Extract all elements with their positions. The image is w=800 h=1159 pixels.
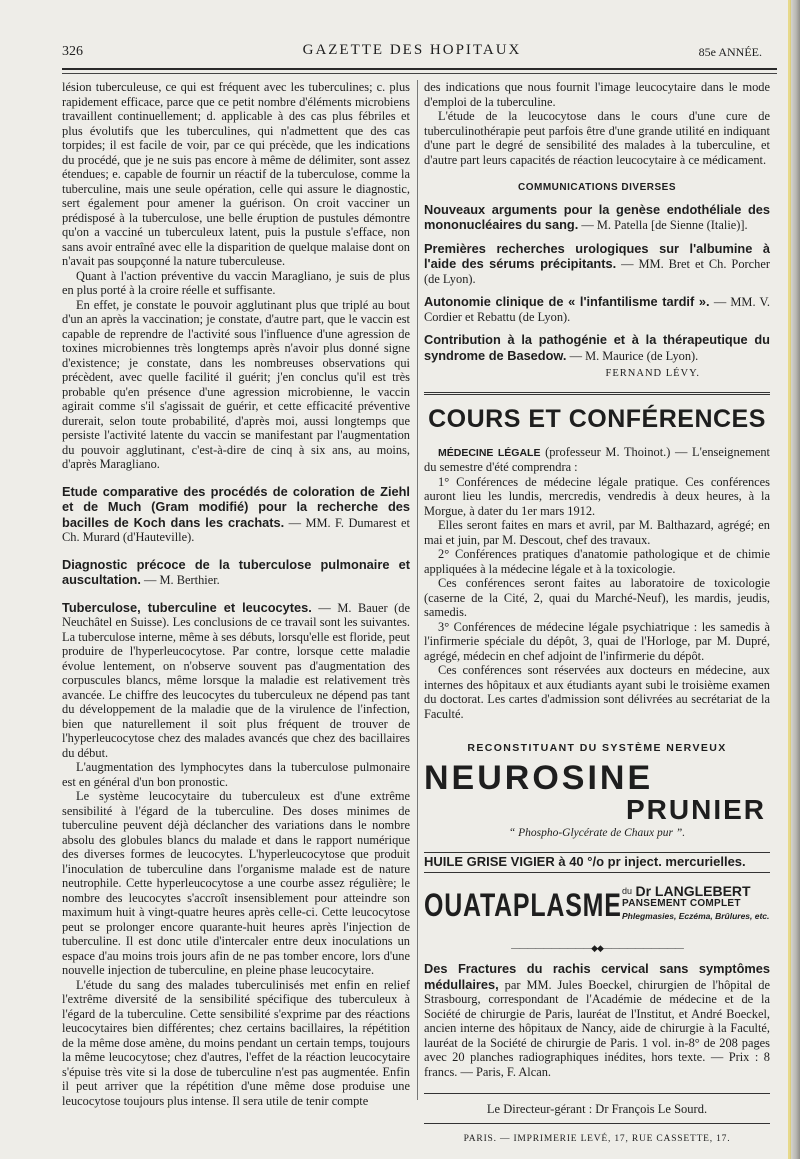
ad-maker-name: Dr LANGLEBERT xyxy=(635,882,751,899)
communication-heading: Nouveaux arguments pour la genèse endothéliale des mononucléaires du sang. xyxy=(424,201,770,232)
paragraph: Ces conférences seront faites au laboratoire de toxicologie (caserne de la Cité, 2, quai du Marché-Neuf), les mardis, jeudis, samedis. xyxy=(424,576,770,619)
communication-1 xyxy=(424,202,770,233)
paragraph: L'étude de la leucocytose dans le cours d'une cure de tuberculinothérapie peut parfois être d'une grande utilité en indiquant d'une part le degré de sensibilité des malades à la tuberculine, et d'autre part leurs capacités de réaction leucocytaire à ce médicament. xyxy=(424,109,770,167)
paragraph: Elles seront faites en mars et avril, par M. Balthazard, agrégé; en mai et juin, par M. Descout, chef des travaux. xyxy=(424,518,770,547)
paragraph: des indications que nous fournit l'image leucocytaire dans le mode d'emploi de la tuberculine. xyxy=(424,80,770,109)
book-details: par MM. Jules Boeckel, chirurgien de l'hôpital de Strasbourg, correspondant de l'Académie de médecine et de la Société de chirurgie de Paris, lauréat de l'Institut, et André Boeckel, ancien interne des hôpitaux de Nancy, aide de chirurgie à la Faculté, lauréat de la Société de chirurgie de Paris. 1 vol. in-8° de 208 pages avec 20 planches radiographiques inédites, hors texte. — Prix : 8 francs. — Paris, F. Alcan. xyxy=(424,977,770,1079)
advertisement-huile-grise xyxy=(424,852,770,873)
ornament-divider: ——————————◆◆—————————— xyxy=(511,942,683,953)
article-authors: — MM. F. Dumarest et Ch. Murard (d'Hauteville). xyxy=(62,515,410,544)
journal-title: GAZETTE DES HOPITAUX xyxy=(302,42,522,58)
advertisement-ouataplasme xyxy=(424,881,770,937)
section-title-cours: COURS ET CONFÉRENCES xyxy=(428,404,766,433)
article-heading: Etude comparative des procédés de coloration de Ziehl et de Much (Gram modifié) pour la recherche des bacilles de Koch dans les crachats. xyxy=(62,483,410,530)
article-tuberculine-leucocytes xyxy=(62,600,410,761)
ad-text: HUILE GRISE VIGIER à 40 °/o pr inject. mercurielles. xyxy=(424,854,746,869)
paragraph: 3° Conférences de médecine légale psychiatrique : les samedis à l'infirmerie spéciale du dépôt, 3, quai de l'Horloge, par M. Dupré, agrégé, médecin en chef adjoint de l'infirmerie du dépôt. xyxy=(424,619,770,663)
paragraph: Quant à l'action préventive du vaccin Maragliano, je suis de plus en plus porté à la croire réelle et suffisante. xyxy=(62,268,410,297)
communication-heading: Autonomie clinique de « l'infantilisme tardif ». xyxy=(424,294,710,309)
right-column xyxy=(424,80,770,1146)
book-title: Des Fractures du rachis cervical sans symptômes médullaires, xyxy=(424,961,770,992)
year-label: 85e ANNÉE. xyxy=(698,45,762,59)
ad-tagline: RECONSTITUANT DU SYSTÈME NERVEUX xyxy=(467,742,727,754)
section-rule xyxy=(424,392,770,395)
section-heading-communications: COMMUNICATIONS DIVERSES xyxy=(518,182,676,193)
course-intro: (professeur M. Thoinot.) — L'enseignement du semestre d'été comprendra : xyxy=(424,444,770,474)
paragraph xyxy=(424,445,770,475)
header-rule-thin xyxy=(62,73,777,74)
column-divider xyxy=(417,80,418,1100)
communication-authors: — MM. Bret et Ch. Porcher (de Lyon). xyxy=(424,257,770,286)
communication-authors: — M. Maurice (de Lyon). xyxy=(569,348,699,363)
advertisement-neurosine xyxy=(424,741,770,840)
book-notice xyxy=(424,961,770,1079)
communication-heading: Contribution à la pathogénie et à la thérapeutique du syndrome de Basedow. xyxy=(424,332,770,363)
paragraph: Le système leucocytaire du tuberculeux est d'une extrême sensibilité à l'égard de la tuberculine. Des doses minimes de tuberculine peuvent déjà déclancher des variations dans le nombre absolu des globules blancs du malade et dans le rapport numérique des diverses formes de leucocytes. L'hyperleucocytose que produit l'inoculation de tuberculine dans l'organisme malade est de nature neutrophile. Cette hyperleucocytose a une courbe assez régulière; le nombre des leucocytes s'accroît insensiblement pour atteindre son maximum huit à vingt-quatre heures après celle-ci. Cette leucocytose peut se prolonger encore quarante-huit heures après l'injection de tuberculine. Il est donc utile d'intercaler entre deux inoculations un espace d'au moins trois jours afin de ne pas tomber encore, lors d'une nouvelle injection de tuberculine, en pleine phase leucocytaire. xyxy=(62,789,410,977)
ad-pansement: PANSEMENT COMPLET xyxy=(622,897,741,909)
header-rule xyxy=(62,68,777,70)
communication-2 xyxy=(424,241,770,287)
ad-brand-neurosine: NEUROSINE xyxy=(424,758,654,797)
page-edge-stain xyxy=(788,0,791,1159)
article-ziehl-much xyxy=(62,484,410,545)
article-heading: Tuberculose, tuberculine et leucocytes. xyxy=(62,599,312,615)
communication-3 xyxy=(424,294,770,324)
left-column xyxy=(62,80,410,1108)
paragraph: L'étude du sang des malades tuberculinisés met enfin en relief l'extrême diversité de la sensibilité spécifique des tuberculeux à l'égard de la tuberculine. Cette sensibilité s'exprime par des réactions leucocytaires bien différentes; chez certains bacillaires, la répétition de la même dose amène, du moins pendant un certain temps, toujours la même leucocytose; chez d'autres, l'effet de la réaction leucocytaire s'épuise très vite si la dose de tuberculine n'est pas augmentée. Enfin il peut arriver que la répétition d'une même dose produise une leucocytose toujours plus intense. Il sera utile de tenir compte xyxy=(62,977,410,1108)
article-body: — M. Bauer (de Neuchâtel en Suisse). Les conclusions de ce travail sont les suivantes. La tuberculose interne, même à ses débuts, lorsqu'elle est floride, peut produire de l'hyperleucocytose. Par contre, lorsque cette maladie évolue lentement, on n'observe souvent pas d'augmentation des corpuscules blancs, même lorsque la maladie est relativement très avancée. Le chiffre des leucocytes du tuberculeux ne dépend pas tant du développement de la maladie que de la virulence de l'infection, bien que naturellement il soit plus fréquent de trouver de l'hyperleucocytose chez des malades avancés que chez des bacillaires du début. xyxy=(62,600,410,760)
paragraph: En effet, je constate le pouvoir agglutinant plus que triplé au bout d'un an après la vaccination; je constate, d'autre part, que le vaccin est capable de reprendre de l'activité sous l'influence d'une agression de toxines microbiennes très longtemps après n'avoir plus donné signe d'existence; je constate, dans les nombreuses observations qui précèdent, avec quelle facilité il guérit; j'en conclus qu'il est très probable qu'en présence d'une agression microbienne, le vaccin agirait comme s'il s'agissait de guérir, et cette efficacité préventive durerait, selon toute probabilité, d'après moi, aussi longtemps que persiste l'activité latente du vaccin se manifestant par l'augmentation du pouvoir agglutinant, c'est-à-dire de cinq à six ans, au moins, d'après Maragliano. xyxy=(62,297,410,471)
signature: FERNAND LÉVY. xyxy=(605,368,700,379)
communication-4 xyxy=(424,332,770,363)
paragraph: lésion tuberculeuse, ce qui est fréquent avec les tuberculines; c. plus rapidement efficace, parce que ce petit nombre d'éléments microbiens travaillent continuellement; d. applicable à des cas plus fébriles et plus évolutifs que les tuberculines, qui n'admettent que des cas torpides; il est facile de voir, par ce qui précède, que les indications du procédé, que je ne suis pas encore à même de délimiter, sont assez étendues; e. capable de fournir un réactif de la tuberculose, comme la tuberculine, mais une seule opération, celle qui assure le diagnostic, sert également pour amener la guérison. On croit vacciner un prédisposé à la tuberculose, une belle éruption de pustules démontre qu'on a vacciné un tuberculeux latent, puis la pustule s'efface, non sans avoir entraîné avec elle la disparition de quelque malaise dont on n'avait pas soupçonné la nature tuberculeuse. xyxy=(62,80,410,268)
director-line: Le Directeur-gérant : Dr François Le Sourd. xyxy=(424,1093,770,1117)
ad-product-description: “ Phospho-Glycérate de Chaux pur ”. xyxy=(508,826,686,839)
ad-maker xyxy=(622,882,772,922)
printer-line: PARIS. — IMPRIMERIE LEVÉ, 17, RUE CASSETTE, 17. xyxy=(463,1133,731,1144)
page-number: 326 xyxy=(62,44,83,59)
article-heading: Diagnostic précoce de la tuberculose pulmonaire et auscultation. xyxy=(62,556,410,587)
ad-du: du xyxy=(622,885,633,896)
ad-brand-ouataplasme: OUATAPLASME xyxy=(424,886,622,923)
communication-authors: — MM. V. Cordier et Rebattu (de Lyon). xyxy=(424,295,770,324)
article-authors: — M. Berthier. xyxy=(144,573,220,587)
ad-indications: Phlegmasies, Eczéma, Brûlures, etc. xyxy=(622,910,770,921)
page-header xyxy=(62,42,762,66)
paragraph: 2° Conférences pratiques d'anatomie pathologique et de chimie appliquées à la médecine légale et à la toxicologie. xyxy=(424,547,770,576)
footer-rule xyxy=(424,1123,770,1124)
paragraph: Ces conférences sont réservées aux docteurs en médecine, aux internes des hôpitaux et aux étudiants ayant subi le troisième examen du doctorat. Les cartes d'admission sont délivrées au secrétariat de la Faculté. xyxy=(424,663,770,721)
page-edge xyxy=(790,0,800,1159)
paragraph: 1° Conférences de médecine légale pratique. Ces conférences auront lieu les lundis, mercredis, vendredis à deux heures, à la Morgue, à dater du 1er mars 1912. xyxy=(424,474,770,518)
communication-authors: — M. Patella [de Sienne (Italie)]. xyxy=(581,218,748,232)
paragraph: L'augmentation des lymphocytes dans la tuberculose pulmonaire est en général d'un bon pronostic. xyxy=(62,760,410,789)
article-diagnostic-precoce xyxy=(62,557,410,588)
course-label: MÉDECINE LÉGALE xyxy=(438,446,541,459)
ad-brand-prunier: PRUNIER xyxy=(625,793,766,825)
communication-heading: Premières recherches urologiques sur l'albumine à l'aide des sérums précipitants. xyxy=(424,240,770,271)
